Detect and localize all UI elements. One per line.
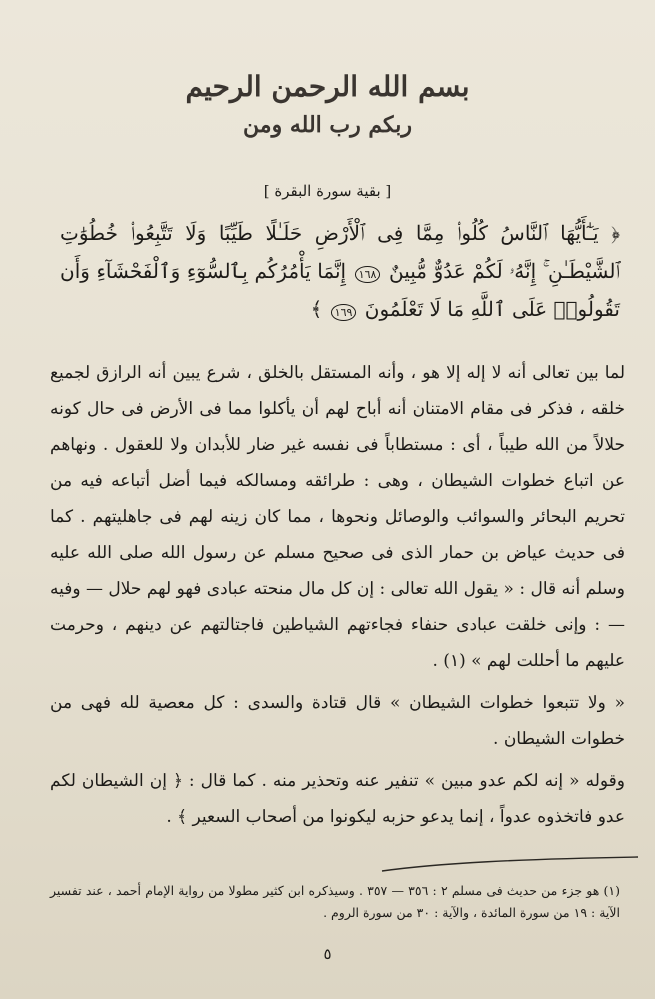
verse-open-bracket: ﴿ xyxy=(611,221,621,245)
verse-text-169: إِنَّمَا يَأْمُرُكُم بِٱلسُّوٓءِ وَٱلْفَحْشَآءِ وَأَن تَقُولُوا۟ عَلَى ٱللَّهِ مَا لَا تَعْلَمُونَ xyxy=(60,259,620,321)
basmala-calligraphy: بسم الله الرحمن الرحيم xyxy=(185,70,470,103)
page-number: ٥ xyxy=(323,945,332,963)
tafsir-paragraph-3: وقوله « إنه لكم عدو مبين » تنفير عنه وتحذير منه . كما قال : ﴿ إن الشيطان لكم عدو فاتخذوه عدواً ، إنما يدعو حزبه ليكونوا من أصحاب السعير ﴾ . xyxy=(50,771,625,827)
tafsir-body xyxy=(50,355,625,835)
verse-number-168: ١٦٨ xyxy=(355,266,381,283)
footnote xyxy=(50,880,620,924)
surah-header: [ بقية سورة البقرة ] xyxy=(263,182,392,200)
handwritten-underline xyxy=(380,855,640,875)
verse-number-169: ١٦٩ xyxy=(331,304,357,321)
footnote-text: (١) هو جزء من حديث فى مسلم ٢ : ٣٥٦ — ٣٥٧ . وسيذكره ابن كثير مطولا من رواية الإمام أحمد ، عند تفسير الآية : ١٩ من سورة المائدة ، والآية : ٣٠ من سورة الروم . xyxy=(50,883,620,920)
dua-calligraphy: ربكم رب الله ومن xyxy=(243,112,412,138)
verse-close-bracket: ﴾ xyxy=(310,297,323,321)
tafsir-paragraph-1: لما بين تعالى أنه لا إله إلا هو ، وأنه المستقل بالخلق ، شرع يبين أنه الرازق لجميع خلقه ، فذكر فى مقام الامتنان أنه أباح لهم أن يأكلوا مما فى الأرض فى حال كونه حلالاً من الله طيباً ، أى : مستطاباً فى نفسه غير ضار للأبدان ولا للعقول . ونهاهم عن اتباع خطوات الشيطان ، وهى : طرائقه ومسالكه فيما أضل أتباعه فيه من تحريم البحائر والسوائب والوصائل ونحوها ، مما كان زينه لهم فى جاهليتهم . كما فى حديث عياض بن حمار الذى فى صحيح مسلم عن رسول الله صلى الله عليه وسلم أنه قال : « يقول الله تعالى : إن كل مال منحته عبادى فهو لهم حلال — وفيه — : وإنى خلقت عبادى حنفاء فجاءتهم الشياطين فاجتالتهم عن دينهم ، وحرمت عليهم ما أحللت لهم » (١) . xyxy=(50,363,625,671)
verse-text-168: يَـٰٓأَيُّهَا ٱلنَّاسُ كُلُوا۟ مِمَّا فِى ٱلْأَرْضِ حَلَـٰلًا طَيِّبًا وَلَا تَتَّبِعُوا۟ خُطُوَٰتِ ٱلشَّيْطَـٰنِ ۚ إِنَّهُۥ لَكُمْ عَدُوٌّ مُّبِينٌ xyxy=(60,221,620,283)
tafsir-paragraph-2: « ولا تتبعوا خطوات الشيطان » قال قتادة والسدى : كل معصية لله فهى من خطوات الشيطان . xyxy=(50,693,625,749)
quran-verse xyxy=(60,214,620,328)
